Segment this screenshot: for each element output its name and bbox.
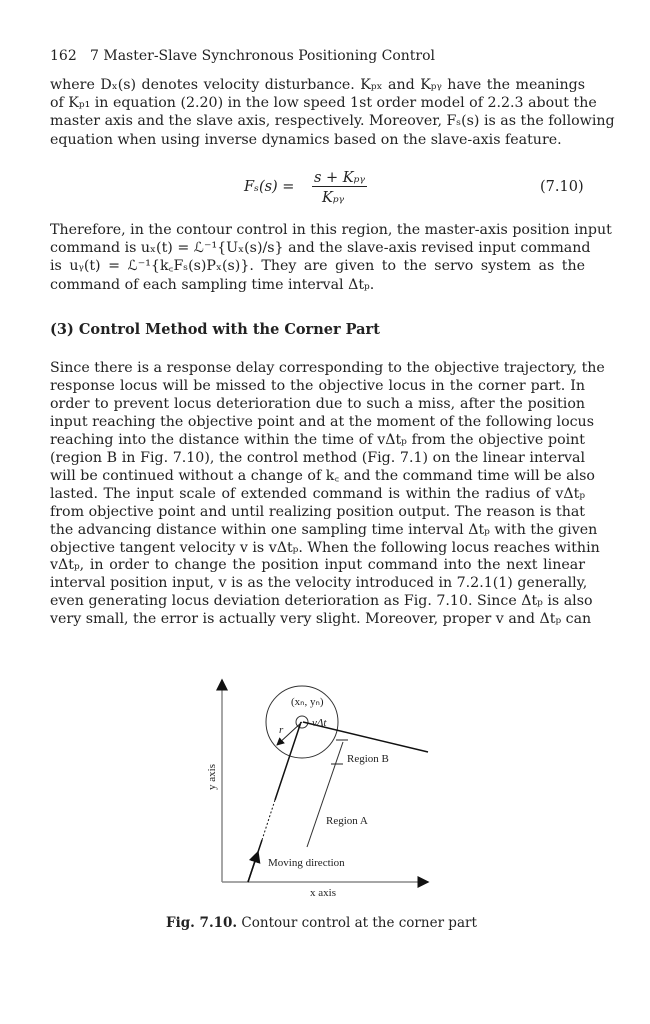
point-label: (xₙ, yₙ) [291,696,324,708]
figure-caption [166,915,477,931]
para3-line: even generating locus deviation deterioration as Fig. 7.10. Since Δtₚ is also [50,593,593,610]
y-axis-label: y axis [206,764,218,790]
para1-line: where Dₓ(s) denotes velocity disturbance. Kₚₓ and Kₚᵧ have the meanings [50,77,585,93]
caption-label: Fig. 7.10. [166,915,238,931]
para3-line: (region B in Fig. 7.10), the control method (Fig. 7.1) on the linear interval [50,449,585,466]
para2-line: Therefore, in the contour control in this region, the master-axis position input [50,222,612,238]
para1-line: master axis and the slave axis, respectively. Moreover, Fₛ(s) is as the following [50,113,615,129]
equation-numerator: s + Kₚᵧ [314,170,365,186]
page-number: 162 [50,48,77,64]
vdt-label: vΔt [312,717,327,729]
para3-line: Since there is a response delay corresponding to the objective trajectory, the [50,360,605,376]
para2-line: command of each sampling time interval Δtₚ. [50,277,375,293]
para3-line: lasted. The input scale of extended command is within the radius of vΔtₚ [50,485,585,502]
caption-text: Contour control at the corner part [237,915,477,931]
para3-line: response locus will be missed to the objective locus in the corner part. In [50,377,585,394]
region-b-label: Region B [347,753,389,765]
equation-number: (7.10) [540,179,584,195]
para3-line: input reaching the objective point and at the moment of the following locus [50,413,594,430]
para1-line: equation when using inverse dynamics based on the slave-axis feature. [50,132,562,148]
para3-line: vΔtₚ, in order to change the position input command into the next linear [50,557,585,574]
para3-line: very small, the error is actually very slight. Moreover, proper v and Δtₚ can [50,611,592,628]
para3-line: order to prevent locus deterioration due to such a miss, after the position [50,395,585,412]
para1-line: of Kₚ₁ in equation (2.20) in the low speed 1st order model of 2.2.3 about the [50,95,597,111]
para3-line: will be continued without a change of k꜀ and the command time will be also [50,467,595,484]
section-heading: (3) Control Method with the Corner Part [50,321,380,338]
r-label: r [279,724,284,736]
region-a-line [307,742,343,847]
equation-denominator: Kₚᵧ [322,190,345,206]
region-a-label: Region A [326,815,368,827]
moving-direction-label: Moving direction [268,857,345,869]
moving-direction-arrow [248,852,258,882]
para3-line: interval position input, v is as the velocity introduced in 7.2.1(1) generally, [50,575,588,592]
para3-line: objective tangent velocity v is vΔtₚ. When the following locus reaches within [50,539,600,556]
para3-line: from objective point and until realizing position output. The reason is that [50,503,585,520]
running-title: 7 Master-Slave Synchronous Positioning Control [90,48,435,64]
para3-line: the advancing distance within one sampling time interval Δtₚ with the given [50,521,598,538]
para2-line: command is uₓ(t) = ℒ⁻¹{Uₓ(s)/s} and the slave-axis revised input command [50,240,591,256]
para3-line: reaching into the distance within the time of vΔtₚ from the objective point [50,431,585,448]
equation-lhs: Fₛ(s) = [244,179,295,195]
para2-line: is uᵧ(t) = ℒ⁻¹{k꜀Fₛ(s)Pₓ(s)}. They are given to the servo system as the [50,258,585,274]
x-axis-label: x axis [310,887,336,899]
moving-path-dotted [262,800,275,840]
